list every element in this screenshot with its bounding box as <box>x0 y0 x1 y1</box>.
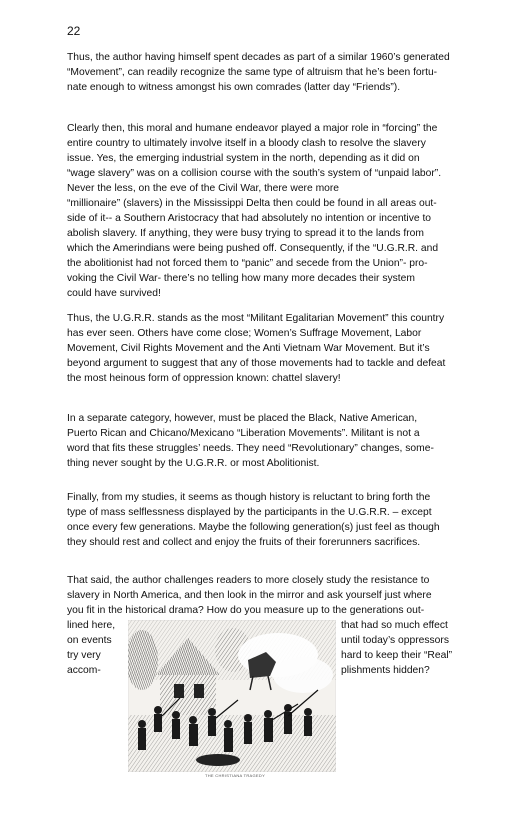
text-line: voking the Civil War- there’s no telling how many more decades their system <box>67 273 415 284</box>
text-line: try very <box>67 650 101 661</box>
text-line: entire country to ultimately involve itself in a bloody clash to resolve the slavery <box>67 138 426 149</box>
text-line: Thus, the author having himself spent decades as part of a similar 1960’s generated <box>67 52 450 63</box>
text-line: Finally, from my studies, it seems as though history is reluctant to bring forth the <box>67 492 431 503</box>
wrap-text-right <box>341 618 471 678</box>
text-line: lined here, <box>67 620 116 631</box>
text-line: issue. Yes, the emerging industrial system in the north, depending as it did on <box>67 153 420 164</box>
engraving-illustration <box>128 620 336 772</box>
text-line: In a separate category, however, must be placed the Black, Native American, <box>67 413 418 424</box>
text-line: Movement, Civil Rights Movement and the Anti Vietnam War Movement. But it’s <box>67 343 430 354</box>
text-line: on events <box>67 635 112 646</box>
text-line: side of it-- a Southern Aristocracy that had absolutely no intention or incentive to <box>67 213 432 224</box>
text-line: beyond argument to suggest that any of those movements had to tackle and defeat <box>67 358 446 369</box>
text-line: has ever seen. Others have come close; Women’s Suffrage Movement, Labor <box>67 328 422 339</box>
text-line: type of mass selflessness displayed by the participants in the U.G.R.R. – except <box>67 507 432 518</box>
paragraph-4 <box>67 411 461 471</box>
text-line: “wage slavery” was on a collision course with the south’s system of “unpaid labor”. <box>67 168 442 179</box>
wrap-text-left <box>67 618 137 678</box>
text-line: until today’s oppressors <box>341 635 449 646</box>
text-line: the most heinous form of oppression known: chattel slavery! <box>67 373 341 384</box>
paragraph-1 <box>67 50 461 95</box>
text-line: once every few generations. Maybe the following generation(s) just feel as though <box>67 522 440 533</box>
illustration-caption: THE CHRISTIANA TRAGEDY <box>204 773 266 778</box>
text-line: slavery in North America, and then look in the mirror and ask yourself just where <box>67 590 432 601</box>
text-line: Thus, the U.G.R.R. stands as the most “Militant Egalitarian Movement” this country <box>67 313 445 324</box>
text-line: could have survived! <box>67 288 161 299</box>
text-line: the abolitionist had not forced them to “panic” and secede from the Union”- pro- <box>67 258 428 269</box>
text-line: they should rest and collect and enjoy the fruits of their forerunners sacrifices. <box>67 537 421 548</box>
text-line: hard to keep their “Real” <box>341 650 453 661</box>
text-line: nate enough to witness amongst his own comrades (latter day “Friends”). <box>67 82 401 93</box>
text-line: plishments hidden? <box>341 665 430 676</box>
paragraph-3 <box>67 311 461 386</box>
paragraph-6 <box>67 573 461 618</box>
text-line: abolish slavery. If anything, they were busy trying to spread it to the lands from <box>67 228 424 239</box>
text-line: That said, the author challenges readers to more closely study the resistance to <box>67 575 430 586</box>
text-line: Puerto Rican and Chicano/Mexicano “Liberation Movements”. Militant is not a <box>67 428 420 439</box>
text-line: which the Amerindians were being pushed off. Consequently, if the “U.G.R.R. and <box>67 243 439 254</box>
text-line: word that fits these struggles’ needs. They need “Revolutionary” changes, some- <box>67 443 434 454</box>
page-number: 22 <box>67 24 81 38</box>
text-line: you fit in the historical drama? How do you measure up to the generations out- <box>67 605 425 616</box>
text-line: that had so much effect <box>341 620 448 631</box>
text-line: “millionaire” (slavers) in the Mississippi Delta then could be found in all areas out- <box>67 198 437 209</box>
text-line: Never the less, on the eve of the Civil War, there were more <box>67 183 340 194</box>
paragraph-5 <box>67 490 461 550</box>
text-line: thing never sought by the U.G.R.R. or most Abolitionist. <box>67 458 320 469</box>
text-line: “Movement”, can readily recognize the same type of altruism that he’s been fortu- <box>67 67 438 78</box>
paragraph-2 <box>67 121 461 301</box>
text-line: accom- <box>67 665 101 676</box>
text-line: Clearly then, this moral and humane endeavor played a major role in “forcing” the <box>67 123 438 134</box>
